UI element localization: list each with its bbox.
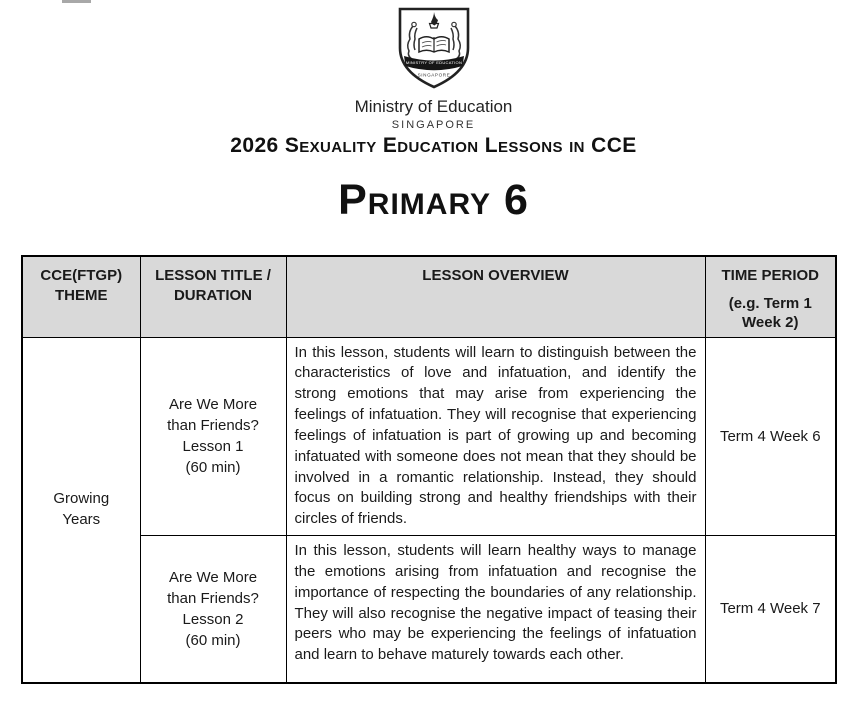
table-header-row bbox=[22, 256, 836, 337]
moe-crest-icon bbox=[386, 6, 482, 94]
document-title: 2026 Sexuality Education Lessons in CCE bbox=[230, 134, 637, 157]
lesson-overview-cell: In this lesson, students will learn healthy ways to manage the emotions arising from infatuation and recognise the importance of respecting the boundaries of any relationship. They will also recognise the negative impact of teasing their peers who may be experiencing the feelings of infatuation and learn to behave maturely towards each other. bbox=[286, 536, 705, 683]
lesson-overview-cell: In this lesson, students will learn to distinguish between the characteristics of love and infatuation, and identify the strong emotions that may arise from experiencing the feelings of infatuation. They will recognise that experiencing feelings of infatuation is part of growing up and becoming infatuated with someone does not mean that they should be involved in a romantic relationship. Instead, they should focus on building strong and healthy friendships with their circles of friends. bbox=[286, 337, 705, 536]
lesson-duration: (60 min) bbox=[185, 631, 241, 649]
page-edge-mark bbox=[62, 0, 91, 3]
lesson-number: Lesson 1 bbox=[182, 438, 244, 456]
theme-label: Growing Years bbox=[53, 490, 110, 528]
lesson-title: Are We More than Friends? bbox=[167, 396, 259, 435]
header-cell-overview: LESSON OVERVIEW bbox=[286, 256, 705, 337]
lesson-title: Are We More than Friends? bbox=[167, 568, 259, 607]
moe-logo-block bbox=[0, 6, 867, 131]
header-cell-time-period bbox=[705, 256, 836, 337]
org-country: SINGAPORE bbox=[391, 119, 476, 131]
lesson-title-cell bbox=[140, 536, 286, 683]
lesson-title-cell bbox=[140, 337, 286, 536]
header-time-period-sublabel: (e.g. Term 1 Week 2) bbox=[728, 294, 812, 331]
time-period-cell: Term 4 Week 6 bbox=[705, 337, 836, 536]
table-row bbox=[22, 337, 836, 536]
crest-country-text: SINGAPORE bbox=[417, 72, 450, 78]
crest-ribbon-text: MINISTRY OF EDUCATION bbox=[405, 60, 462, 66]
lessons-table bbox=[21, 255, 837, 684]
header-cell-lesson-title: LESSON TITLE / DURATION bbox=[140, 256, 286, 337]
table-row bbox=[22, 536, 836, 683]
header-cell-theme: CCE(FTGP) THEME bbox=[22, 256, 140, 337]
theme-cell bbox=[22, 337, 140, 683]
document-subtitle: Primary 6 bbox=[338, 176, 529, 224]
lesson-number: Lesson 2 bbox=[182, 610, 244, 628]
time-period-cell: Term 4 Week 7 bbox=[705, 536, 836, 683]
lesson-duration: (60 min) bbox=[185, 459, 241, 477]
header-time-period-label: TIME PERIOD bbox=[721, 267, 819, 284]
org-name: Ministry of Education bbox=[354, 97, 513, 116]
